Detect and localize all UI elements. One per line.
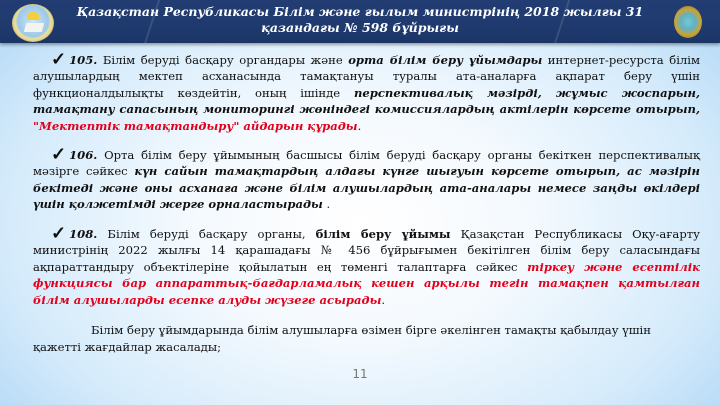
- text-segment: .: [322, 197, 331, 212]
- emphasis-segment: перспективалық мәзірді, жұмыс жоспарын, тамақтану сапасының мониторингі жөніндегі комиссиялардың актілерін көрсете отырып,: [33, 85, 700, 117]
- check-mark-icon: ✓: [51, 144, 67, 165]
- text-segment: Қазақстан Республикасы Оқу-ағарту министрінің 2022 жылғы 14 қарашадағы № 456 бұйрығымен бекітілген білім беру саласындағы ақпараттандыру объектілеріне қойылатын ең төменгі талаптарға сәйкес: [33, 227, 700, 274]
- text-segment: .: [357, 118, 362, 133]
- bold-segment: білім беру ұйымы: [315, 227, 451, 241]
- item-number: 106.: [69, 148, 98, 162]
- closing-note: Білім беру ұйымдарында білім алушыларға өзімен бірге әкелінген тамақты қабылдау үшін қажетті жағдайлар жасалады;: [33, 323, 651, 354]
- title-line-2: қазандағы № 598 бұйрығы: [261, 20, 459, 35]
- title-line-1: Қазақстан Республикасы Білім және ғылым министрінің 2018 жылғы 31: [76, 4, 644, 19]
- paragraph-105: [33, 49, 701, 134]
- paragraph-106: [33, 144, 700, 213]
- item-number: 105.: [69, 53, 98, 67]
- red-emphasis-segment: "Мектептік тамақтандыру" айдарын құрады: [33, 118, 358, 133]
- text-segment: .: [381, 292, 386, 307]
- red-emphasis-segment: тіркеу және есептілік функциясы бар аппараттық-бағдарламалық кешен арқылы тегін тамақпен қамтылған білім алушыларды есепке алуды жүзеге асырады: [33, 259, 701, 307]
- emphasis-segment: күн сайын тамақтардың алдағы күнге шығуын көрсете отырып, ас мәзірін бекітеді және оны асханаға және білім алушылардың ата-аналары немесе заңды өкілдері үшін қолжетімді жерге орналастырады: [33, 164, 700, 212]
- page-number: 11: [352, 367, 368, 381]
- text-segment: Білім беруді басқару органы,: [97, 227, 316, 241]
- text-segment: Білім беруді басқару органдары және: [97, 53, 349, 67]
- text-segment: Орта білім беру ұйымының басшысы білім беруді басқару органы бекіткен перспективалық мәзірге сәйкес: [33, 148, 700, 179]
- paragraph-108: [33, 223, 701, 308]
- item-number: 108.: [69, 227, 98, 241]
- check-mark-icon: ✓: [51, 49, 67, 70]
- text-segment: интернет-ресурста білім алушылардың мектеп асханасында тамақтануы туралы ата-аналарға ақпарат беру үшін функционалдылықты көздейтін, оның ішінде: [33, 53, 701, 100]
- check-mark-icon: ✓: [51, 223, 67, 244]
- emphasis-segment: орта білім беру ұйымдары: [348, 53, 543, 67]
